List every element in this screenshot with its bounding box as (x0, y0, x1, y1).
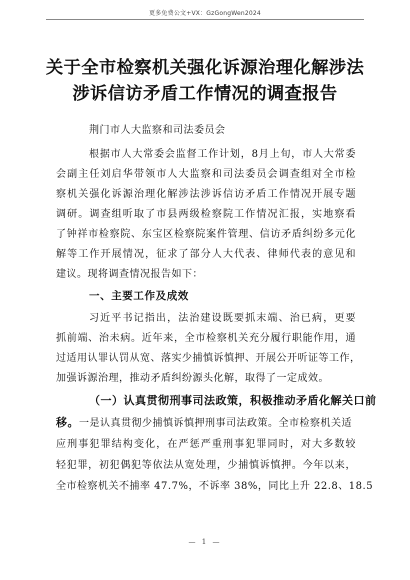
subsection-heading: （一）认真贯彻刑事司法政策，积极推动矛盾化解关口前 (89, 394, 377, 407)
intro-line: 解等工作开展情况，征求了部分人大代表、律师代表的意见和 (56, 249, 356, 260)
header-note: 更多免费公文+VX：GzGongWen2024 (149, 10, 261, 17)
subsection-heading-continued (56, 416, 356, 431)
intro-line: 察机关强化诉源治理化解涉法涉诉信访矛盾工作情况开展专题 (56, 189, 356, 200)
intro-line: 调研。调查组听取了市县两级检察院工作情况汇报，实地察看 (56, 209, 356, 220)
intro-line: 根据市人大常委会监督工作计划，8月上旬，市人大常委 (89, 149, 356, 160)
header-rule (46, 19, 364, 20)
para-line: 习近平书记指出，法治建设既要抓末端、治已病，更要 (89, 313, 356, 324)
page-number: — 1 — (188, 538, 222, 546)
para-line: 过适用认罪认罚从宽、落实少捕慎诉慎押、开展公开听证等工作， (56, 353, 361, 364)
subsection-line: 全市检察机关不捕率 47.7%，不诉率 38%，同比上升 22.8、18.5 (56, 481, 374, 492)
subsection-line: 轻犯罪，初犯偶犯等依法从宽处理，少捕慎诉慎押。今年以来， (56, 460, 356, 471)
intro-line: 建议。现将调查情况报告如下： (56, 269, 203, 280)
section-heading: 一、主要工作及成效 (89, 290, 189, 302)
title-line-2: 涉诉信访矛盾工作情况的调查报告 (72, 84, 338, 104)
subsection-line: 应刑事犯罪结构变化，在严惩严重刑事犯罪同时，对大多数较 (56, 439, 356, 450)
para-line: 加强诉源治理，推动矛盾纠纷源头化解，取得了一定成效。 (56, 373, 329, 384)
author: 荆门市人大监察和司法委员会 (89, 125, 226, 136)
intro-line: 了钟祥市检察院、东宝区检察院案件管理、信访矛盾纠纷多元化 (56, 229, 356, 240)
para-line: 抓前端、治未病。近年来，全市检察机关充分履行职能作用，通 (56, 333, 356, 344)
subsection-text: 一是认真贯彻少捕慎诉慎押刑事司法政策。全市检察机关适 (79, 418, 352, 429)
title-line-1: 关于全市检察机关强化诉源治理化解涉法 (45, 58, 365, 78)
subsection-heading-end: 移。 (56, 416, 79, 429)
intro-line: 会副主任刘启华带领市人大监察和司法委员会调查组对全市检 (56, 169, 356, 180)
